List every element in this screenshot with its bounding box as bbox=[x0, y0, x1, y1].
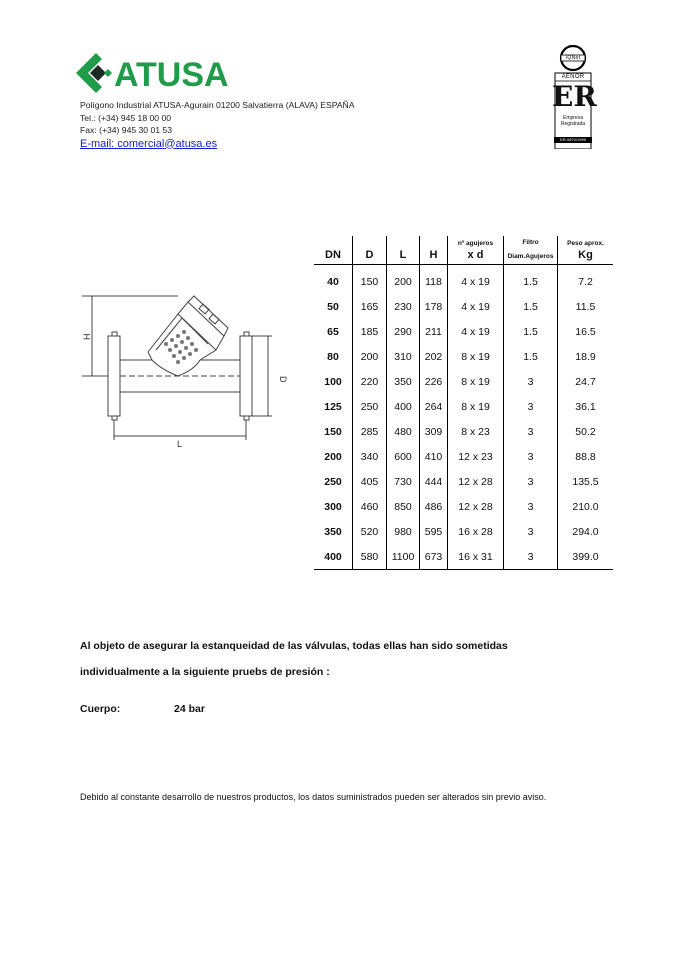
disclaimer-note: Debido al constante desarrollo de nuestros productos, los datos suministrados pueden ser alterados sin previo aviso. bbox=[80, 792, 547, 802]
cell-l: 730 bbox=[387, 469, 420, 494]
cell-kg: 16.5 bbox=[558, 319, 614, 344]
cell-dn: 350 bbox=[324, 525, 342, 538]
cell-dn: 150 bbox=[324, 425, 342, 438]
cell-l: 400 bbox=[387, 394, 420, 419]
table-row bbox=[314, 294, 613, 319]
cell-d: 150 bbox=[353, 265, 387, 295]
atusa-logo bbox=[76, 52, 276, 94]
cell-dn: 125 bbox=[324, 400, 342, 413]
table-header-row bbox=[314, 236, 613, 265]
table-row bbox=[314, 369, 613, 394]
cert-line2: Registrada bbox=[560, 121, 586, 127]
company-info bbox=[80, 99, 355, 151]
cell-d: 340 bbox=[353, 444, 387, 469]
cell-filtro: 3 bbox=[504, 469, 558, 494]
cell-filtro: 1.5 bbox=[504, 294, 558, 319]
header-dn: DN bbox=[325, 249, 341, 261]
header-l: L bbox=[399, 249, 407, 261]
cell-filtro: 3 bbox=[504, 369, 558, 394]
table-row bbox=[314, 469, 613, 494]
cell-dn: 250 bbox=[324, 475, 342, 488]
header-agujeros-top: nº agujeros bbox=[457, 240, 494, 247]
cell-d: 250 bbox=[353, 394, 387, 419]
cell-filtro: 3 bbox=[504, 544, 558, 570]
cell-dn: 40 bbox=[327, 275, 339, 288]
cell-dn: 80 bbox=[327, 350, 339, 363]
cell-kg: 24.7 bbox=[558, 369, 614, 394]
cell-l: 290 bbox=[387, 319, 420, 344]
certification-badge bbox=[552, 45, 597, 149]
cell-h: 211 bbox=[420, 319, 448, 344]
cell-d: 200 bbox=[353, 344, 387, 369]
table-row bbox=[314, 444, 613, 469]
table-row bbox=[314, 344, 613, 369]
cell-kg: 210.0 bbox=[558, 494, 614, 519]
company-email-link[interactable]: E-mail: comercial@atusa.es bbox=[80, 137, 218, 150]
table-row bbox=[314, 544, 613, 570]
dimension-h-label: H bbox=[82, 333, 92, 340]
table-row bbox=[314, 319, 613, 344]
header-peso: Kg bbox=[578, 249, 593, 261]
cell-dn: 100 bbox=[324, 375, 342, 388]
cell-filtro: 1.5 bbox=[504, 344, 558, 369]
pressure-test-paragraph-1: Al objeto de asegurar la estanqueidad de las válvulas, todas ellas han sido sometidas bbox=[80, 640, 508, 652]
cell-dn: 200 bbox=[324, 450, 342, 463]
cell-l: 310 bbox=[387, 344, 420, 369]
cell-xd: 8 x 19 bbox=[448, 369, 504, 394]
cell-filtro: 3 bbox=[504, 394, 558, 419]
table-row bbox=[314, 494, 613, 519]
cell-h: 202 bbox=[420, 344, 448, 369]
y-strainer-drawing bbox=[82, 292, 296, 450]
cell-filtro: 3 bbox=[504, 519, 558, 544]
cell-xd: 16 x 28 bbox=[448, 519, 504, 544]
cell-kg: 88.8 bbox=[558, 444, 614, 469]
cell-l: 480 bbox=[387, 419, 420, 444]
header-agujeros: x d bbox=[467, 249, 484, 261]
cell-l: 980 bbox=[387, 519, 420, 544]
cert-line1: Empresa bbox=[562, 115, 583, 121]
cell-kg: 18.9 bbox=[558, 344, 614, 369]
iqnet-label: IQNet bbox=[565, 55, 581, 61]
cell-l: 850 bbox=[387, 494, 420, 519]
cell-dn: 50 bbox=[327, 300, 339, 313]
cell-xd: 12 x 23 bbox=[448, 444, 504, 469]
cell-d: 460 bbox=[353, 494, 387, 519]
cell-h: 226 bbox=[420, 369, 448, 394]
cell-xd: 16 x 31 bbox=[448, 544, 504, 570]
pressure-test-paragraph-2: individualmente a la siguiente pruebs de presión : bbox=[80, 666, 330, 678]
cell-kg: 294.0 bbox=[558, 519, 614, 544]
cell-h: 410 bbox=[420, 444, 448, 469]
cell-h: 118 bbox=[420, 265, 448, 295]
cell-d: 220 bbox=[353, 369, 387, 394]
body-pressure-label: Cuerpo: bbox=[80, 703, 121, 715]
table-row bbox=[314, 419, 613, 444]
cell-l: 350 bbox=[387, 369, 420, 394]
header-filtro-top: Filtro bbox=[522, 239, 539, 246]
cell-filtro: 3 bbox=[504, 494, 558, 519]
company-fax: Fax: (+34) 945 30 01 53 bbox=[80, 125, 172, 135]
cell-l: 600 bbox=[387, 444, 420, 469]
aenor-label: AENOR bbox=[561, 74, 585, 80]
cell-h: 486 bbox=[420, 494, 448, 519]
cell-xd: 12 x 28 bbox=[448, 494, 504, 519]
cell-kg: 399.0 bbox=[558, 544, 614, 570]
cell-d: 520 bbox=[353, 519, 387, 544]
y-strainer-drawing-svg bbox=[82, 292, 296, 450]
cell-kg: 36.1 bbox=[558, 394, 614, 419]
cell-h: 673 bbox=[420, 544, 448, 570]
cell-d: 580 bbox=[353, 544, 387, 570]
cell-h: 309 bbox=[420, 419, 448, 444]
cell-h: 178 bbox=[420, 294, 448, 319]
cell-filtro: 3 bbox=[504, 444, 558, 469]
header-peso-top: Peso aprox. bbox=[567, 240, 604, 247]
cell-l: 1100 bbox=[387, 544, 420, 570]
cert-code: ER-0870/1999 bbox=[554, 137, 592, 143]
cell-xd: 4 x 19 bbox=[448, 294, 504, 319]
dimension-d-label: D bbox=[278, 376, 288, 383]
cell-xd: 8 x 23 bbox=[448, 419, 504, 444]
cell-filtro: 3 bbox=[504, 419, 558, 444]
cell-xd: 8 x 19 bbox=[448, 344, 504, 369]
cell-d: 185 bbox=[353, 319, 387, 344]
header-d: D bbox=[365, 249, 374, 261]
cell-dn: 65 bbox=[327, 325, 339, 338]
table-row bbox=[314, 394, 613, 419]
cell-l: 200 bbox=[387, 265, 420, 295]
cell-h: 264 bbox=[420, 394, 448, 419]
cell-dn: 400 bbox=[314, 544, 353, 570]
logo-wordmark: ATUSA bbox=[114, 56, 229, 94]
cell-kg: 50.2 bbox=[558, 419, 614, 444]
cell-filtro: 1.5 bbox=[504, 265, 558, 295]
dimension-l-label: L bbox=[177, 439, 183, 449]
cell-kg: 135.5 bbox=[558, 469, 614, 494]
logo-small-diamond-icon bbox=[104, 69, 112, 77]
table-row bbox=[314, 519, 613, 544]
cell-xd: 4 x 19 bbox=[448, 319, 504, 344]
cell-filtro: 1.5 bbox=[504, 319, 558, 344]
cell-kg: 11.5 bbox=[558, 294, 614, 319]
table-row bbox=[314, 265, 613, 295]
cell-xd: 12 x 28 bbox=[448, 469, 504, 494]
cell-l: 230 bbox=[387, 294, 420, 319]
cell-xd: 4 x 19 bbox=[448, 265, 504, 295]
cell-xd: 8 x 19 bbox=[448, 394, 504, 419]
cell-dn: 300 bbox=[324, 500, 342, 513]
company-address: Polígono Industrial ATUSA-Agurain 01200 Salvatierra (ALAVA) ESPAÑA bbox=[80, 100, 355, 110]
cell-d: 285 bbox=[353, 419, 387, 444]
cell-h: 595 bbox=[420, 519, 448, 544]
body-pressure-value: 24 bar bbox=[174, 703, 205, 715]
cell-d: 165 bbox=[353, 294, 387, 319]
header-h: H bbox=[429, 249, 438, 261]
cell-h: 444 bbox=[420, 469, 448, 494]
header-filtro: Diam.Agujeros bbox=[507, 253, 554, 260]
company-tel: Tel.: (+34) 945 18 00 00 bbox=[80, 112, 172, 123]
er-mark: ER bbox=[552, 80, 597, 113]
dimensions-table bbox=[314, 236, 613, 570]
cell-d: 405 bbox=[353, 469, 387, 494]
cell-kg: 7.2 bbox=[558, 265, 614, 295]
